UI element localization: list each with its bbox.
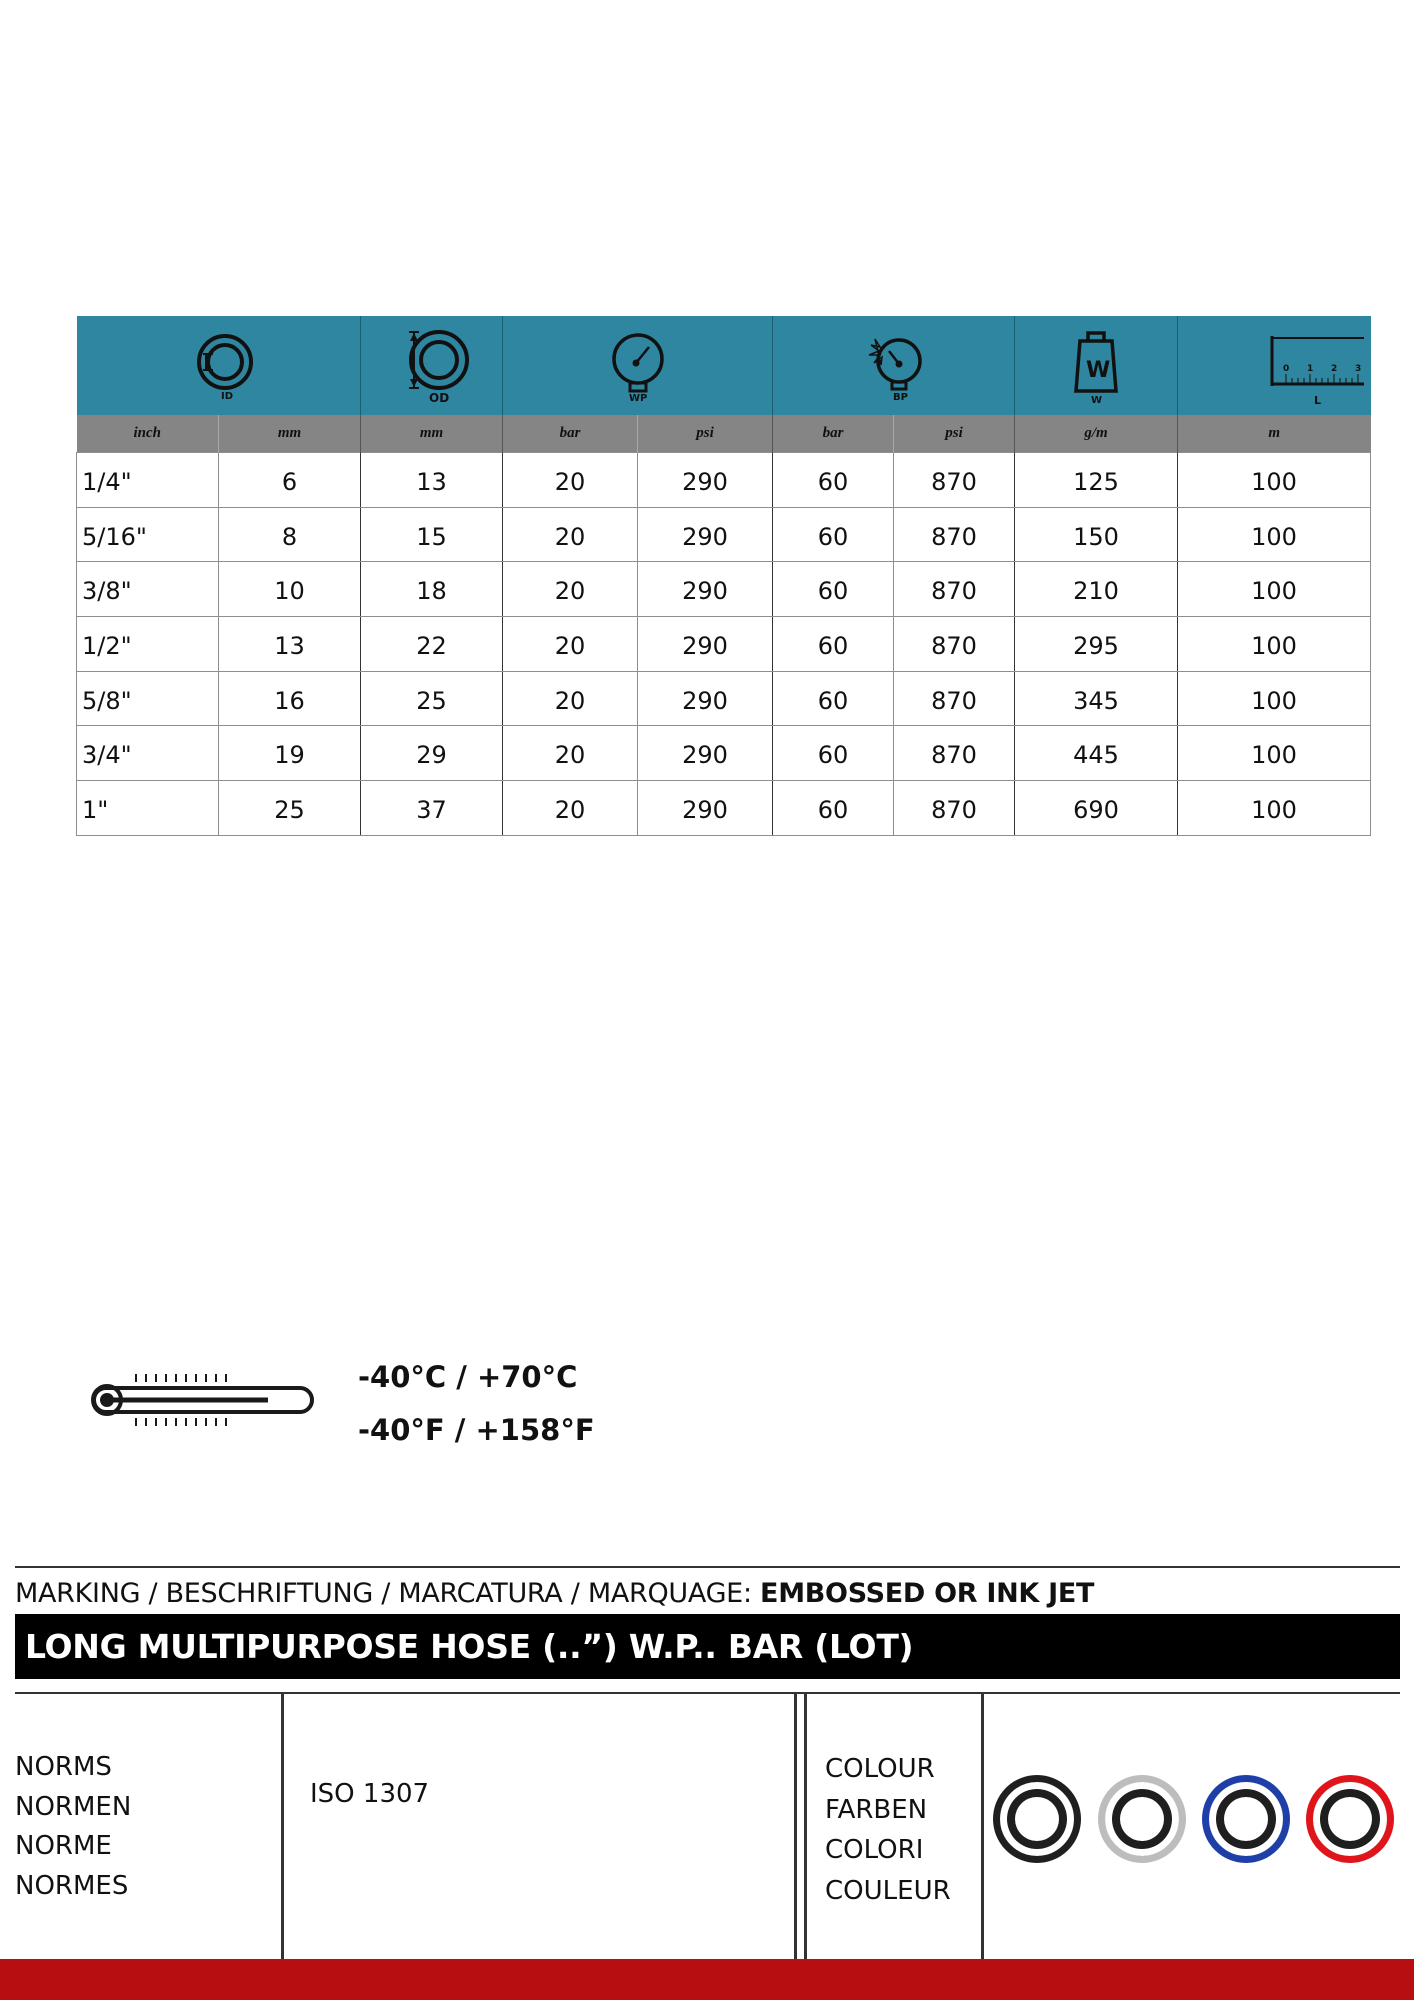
table-cell: 60 [773,671,894,726]
table-cell: 20 [503,507,638,562]
table-cell: 290 [638,617,773,672]
weight-icon [1066,327,1126,405]
l-label: L [1314,393,1322,406]
table-cell: 13 [219,617,361,672]
spec-table [76,316,1371,836]
table-cell: 100 [1178,781,1371,836]
temperature-fahrenheit: -40°F / +158°F [358,1413,595,1447]
table-icon-header [77,316,1371,415]
bp-label: BP [892,391,908,403]
colour-label: COLOUR [825,1754,935,1784]
norms-value: ISO 1307 [310,1779,430,1809]
colour-swatch-red [1306,1775,1394,1863]
table-cell: 870 [894,726,1015,781]
table-cell: 290 [638,562,773,617]
table-row [77,453,1371,508]
table-cell: 870 [894,617,1015,672]
colour-swatch-black [993,1775,1081,1863]
colour-swatch-blue [1202,1775,1290,1863]
table-cell: 20 [503,453,638,508]
table-cell: 15 [361,507,503,562]
norms-label: NORMEN [15,1791,132,1822]
table-cell: 1/2" [77,617,219,672]
length-header [1178,316,1371,415]
table-cell: 20 [503,781,638,836]
table-cell: 1" [77,781,219,836]
inner-diameter-icon [173,330,263,402]
table-cell: 13 [361,453,503,508]
table-cell: 20 [503,671,638,726]
table-cell: 60 [773,453,894,508]
od-header [361,316,503,415]
table-cell: 870 [894,562,1015,617]
thermometer-icon [90,1370,320,1430]
divider [15,1692,1400,1694]
table-cell: 100 [1178,562,1371,617]
unit-cell: bar [773,415,894,453]
unit-cell: g/m [1015,415,1178,453]
table-row [77,781,1371,836]
table-cell: 290 [638,726,773,781]
table-cell: 125 [1015,453,1178,508]
divider [794,1693,797,1959]
table-cell: 60 [773,562,894,617]
table-cell: 290 [638,671,773,726]
id-label: ID [221,390,234,402]
table-cell: 290 [638,507,773,562]
table-cell: 100 [1178,617,1371,672]
table-cell: 19 [219,726,361,781]
table-row [77,507,1371,562]
table-cell: 3/4" [77,726,219,781]
table-cell: 690 [1015,781,1178,836]
table-cell: 3/8" [77,562,219,617]
table-cell: 29 [361,726,503,781]
bp-header [773,316,1015,415]
norms-label: NORME [15,1831,112,1861]
unit-cell: psi [894,415,1015,453]
ruler-tick-3: 3 [1355,363,1362,374]
colour-label: FARBEN [825,1794,928,1825]
table-cell: 445 [1015,726,1178,781]
table-cell: 870 [894,671,1015,726]
table-body [77,453,1371,836]
footer-bar [0,1959,1414,2000]
unit-cell: psi [638,415,773,453]
weight-glyph: W [1086,357,1111,383]
divider [281,1693,284,1959]
unit-cell: inch [77,415,219,453]
table-row [77,562,1371,617]
weight-header [1015,316,1178,415]
unit-cell: mm [219,415,361,453]
table-cell: 6 [219,453,361,508]
table-cell: 20 [503,617,638,672]
table-cell: 37 [361,781,503,836]
table-row [77,726,1371,781]
norms-label: NORMES [15,1870,129,1901]
unit-cell: bar [503,415,638,453]
od-label: OD [428,390,449,405]
table-cell: 5/16" [77,507,219,562]
table-cell: 60 [773,781,894,836]
marking-label: MARKING / BESCHRIFTUNG / MARCATURA / MARQUAGE: [15,1578,752,1609]
divider [15,1566,1400,1568]
table-cell: 870 [894,781,1015,836]
colour-label: COLORI [825,1835,924,1865]
table-cell: 18 [361,562,503,617]
norms-labels [15,1748,131,1906]
norms-label: NORMS [15,1752,112,1782]
table-cell: 870 [894,507,1015,562]
table-cell: 100 [1178,726,1371,781]
table-cell: 345 [1015,671,1178,726]
table-row [77,671,1371,726]
marking-line [15,1578,1094,1609]
working-pressure-gauge-icon [603,329,673,403]
table-cell: 5/8" [77,671,219,726]
table-cell: 100 [1178,671,1371,726]
table-cell: 60 [773,726,894,781]
colour-labels [825,1749,951,1911]
outer-diameter-icon [387,326,477,406]
table-cell: 25 [361,671,503,726]
ruler-tick-0: 0 [1283,363,1290,374]
table-cell: 290 [638,453,773,508]
table-cell: 870 [894,453,1015,508]
table-cell: 8 [219,507,361,562]
unit-cell: m [1178,415,1371,453]
colour-label: COULEUR [825,1875,951,1906]
wp-header [503,316,773,415]
unit-cell: mm [361,415,503,453]
table-cell: 150 [1015,507,1178,562]
table-cell: 60 [773,617,894,672]
table-cell: 16 [219,671,361,726]
table-units-row [77,415,1371,453]
temperature-celsius: -40°C / +70°C [358,1360,578,1394]
wp-label: WP [628,392,647,403]
divider [804,1693,807,1959]
marking-text-bar: LONG MULTIPURPOSE HOSE (..”) W.P.. BAR (LOT) [15,1614,1400,1679]
colour-swatch-grey [1098,1775,1186,1863]
w-label: W [1091,394,1103,405]
table-row [77,617,1371,672]
table-cell: 210 [1015,562,1178,617]
table-cell: 20 [503,726,638,781]
divider [981,1693,984,1959]
table-cell: 290 [638,781,773,836]
table-cell: 295 [1015,617,1178,672]
table-cell: 100 [1178,453,1371,508]
table-cell: 20 [503,562,638,617]
marking-value: EMBOSSED OR INK JET [760,1578,1095,1609]
table-cell: 100 [1178,507,1371,562]
table-cell: 25 [219,781,361,836]
table-cell: 22 [361,617,503,672]
length-ruler-icon [1178,326,1368,406]
id-header [77,316,361,415]
table-cell: 10 [219,562,361,617]
table-cell: 60 [773,507,894,562]
table-cell: 1/4" [77,453,219,508]
ruler-tick-1: 1 [1307,363,1314,374]
ruler-tick-2: 2 [1331,363,1338,374]
burst-pressure-gauge-icon [849,329,939,403]
